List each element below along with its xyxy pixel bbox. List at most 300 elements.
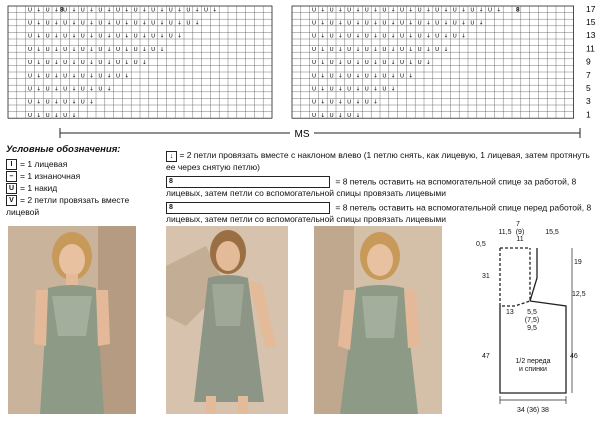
- row-number: 7: [586, 69, 591, 80]
- svg-text:↓: ↓: [71, 86, 77, 93]
- svg-text:↓: ↓: [89, 99, 94, 106]
- lower-left: 47: [482, 353, 490, 360]
- svg-text:↓: ↓: [177, 33, 182, 40]
- svg-text:U: U: [151, 7, 156, 14]
- svg-text:↓: ↓: [373, 7, 378, 14]
- svg-text:U: U: [470, 7, 475, 14]
- svg-text:↓: ↓: [159, 20, 165, 27]
- svg-text:U: U: [347, 73, 352, 80]
- svg-text:↓: ↓: [443, 33, 449, 40]
- svg-text:U: U: [364, 33, 369, 40]
- svg-text:↓: ↓: [338, 7, 343, 14]
- svg-text:↓: ↓: [54, 20, 59, 27]
- svg-text:U: U: [382, 46, 387, 53]
- svg-text:↓: ↓: [71, 46, 77, 53]
- svg-text:U: U: [27, 112, 33, 119]
- svg-text:U: U: [417, 7, 422, 14]
- svg-text:U: U: [133, 33, 138, 40]
- svg-text:U: U: [45, 112, 50, 119]
- model-photo-3: [314, 226, 442, 414]
- svg-text:↓: ↓: [373, 73, 378, 80]
- legend-item-purl: – = 1 изнаночная: [6, 170, 166, 182]
- svg-text:↓: ↓: [89, 60, 94, 67]
- svg-text:U: U: [311, 99, 317, 106]
- svg-text:U: U: [63, 60, 68, 67]
- svg-text:↓: ↓: [338, 33, 343, 40]
- svg-text:↓: ↓: [390, 7, 396, 14]
- svg-text:U: U: [364, 73, 369, 80]
- svg-text:↓: ↓: [338, 73, 343, 80]
- svg-text:U: U: [364, 46, 369, 53]
- legend-title: Условные обозначения:: [6, 144, 121, 155]
- svg-text:U: U: [151, 46, 156, 53]
- svg-text:↓: ↓: [71, 112, 77, 119]
- svg-text:U: U: [399, 73, 405, 80]
- svg-text:U: U: [133, 7, 138, 14]
- garment-schematic: [470, 218, 596, 418]
- svg-text:U: U: [45, 33, 50, 40]
- svg-text:U: U: [98, 20, 103, 27]
- model-photo-2: [166, 226, 288, 414]
- top-width-detail: (9): [515, 229, 525, 236]
- svg-text:U: U: [347, 7, 352, 14]
- right-mid: 12,5: [572, 291, 586, 298]
- svg-text:↓: ↓: [390, 33, 396, 40]
- svg-text:↓: ↓: [355, 46, 361, 53]
- svg-text:↓: ↓: [443, 7, 449, 14]
- svg-text:U: U: [63, 20, 68, 27]
- svg-text:↓: ↓: [177, 20, 182, 27]
- svg-text:U: U: [45, 73, 50, 80]
- svg-text:U: U: [311, 73, 317, 80]
- row-numbers: [586, 4, 596, 120]
- svg-text:U: U: [98, 7, 103, 14]
- svg-text:U: U: [27, 86, 33, 93]
- svg-text:↓: ↓: [36, 112, 42, 119]
- svg-text:↓: ↓: [36, 86, 42, 93]
- svg-text:↓: ↓: [390, 20, 396, 27]
- svg-text:U: U: [417, 60, 422, 67]
- svg-text:↓: ↓: [142, 7, 147, 14]
- svg-text:U: U: [27, 20, 33, 27]
- svg-text:U: U: [311, 46, 317, 53]
- svg-text:U: U: [382, 7, 387, 14]
- row-number: 11: [586, 43, 595, 54]
- armhole-step-2: (7,5): [524, 317, 540, 324]
- svg-text:↓: ↓: [124, 33, 130, 40]
- row-number: 17: [586, 3, 596, 14]
- svg-text:U: U: [27, 46, 33, 53]
- svg-text:U: U: [347, 46, 352, 53]
- cable-count-label: 8: [516, 6, 520, 14]
- svg-text:U: U: [382, 33, 387, 40]
- svg-text:↓: ↓: [124, 7, 130, 14]
- svg-text:↓: ↓: [338, 60, 343, 67]
- piece-label-2: и спинки: [519, 366, 547, 373]
- svg-text:↓: ↓: [390, 46, 396, 53]
- svg-text:U: U: [311, 86, 317, 93]
- svg-text:U: U: [186, 7, 191, 14]
- legend-item-k2tog-cont: лицевой: [6, 207, 40, 217]
- svg-text:U: U: [452, 7, 457, 14]
- svg-text:U: U: [329, 86, 334, 93]
- cable-front-symbol: 8: [166, 202, 330, 214]
- svg-text:↓: ↓: [36, 46, 42, 53]
- svg-text:↓: ↓: [373, 20, 378, 27]
- legend-item-cable-front: 8 = 8 петель оставить на вспомогательной спице перед работой, 8 лицевых, затем петли со вспомогательной спицы провязать лицевыми: [166, 202, 592, 224]
- svg-text:↓: ↓: [106, 86, 112, 93]
- svg-text:↓: ↓: [71, 33, 77, 40]
- svg-text:↓: ↓: [36, 20, 42, 27]
- svg-text:U: U: [98, 73, 103, 80]
- svg-text:U: U: [27, 99, 33, 106]
- svg-text:↓: ↓: [373, 46, 378, 53]
- svg-text:U: U: [80, 60, 85, 67]
- svg-text:U: U: [364, 86, 369, 93]
- svg-text:U: U: [435, 7, 440, 14]
- svg-text:U: U: [80, 86, 85, 93]
- svg-text:↓: ↓: [106, 20, 112, 27]
- svg-text:U: U: [27, 73, 33, 80]
- svg-text:U: U: [329, 20, 334, 27]
- row-number: 5: [586, 83, 591, 93]
- svg-text:↓: ↓: [106, 60, 112, 67]
- svg-text:U: U: [115, 20, 121, 27]
- svg-text:↓: ↓: [54, 99, 59, 106]
- svg-text:↓: ↓: [89, 73, 94, 80]
- svg-text:↓: ↓: [355, 7, 361, 14]
- svg-text:↓: ↓: [36, 7, 42, 14]
- armhole-inset: 13: [506, 309, 514, 316]
- svg-text:U: U: [487, 7, 493, 14]
- svg-text:U: U: [329, 7, 334, 14]
- svg-text:↓: ↓: [124, 20, 130, 27]
- svg-text:U: U: [45, 99, 50, 106]
- svg-text:↓: ↓: [443, 46, 449, 53]
- svg-text:↓: ↓: [106, 46, 112, 53]
- svg-text:↓: ↓: [408, 33, 414, 40]
- svg-text:U: U: [45, 46, 50, 53]
- svg-text:↓: ↓: [36, 33, 42, 40]
- svg-text:↓: ↓: [338, 46, 343, 53]
- svg-text:↓: ↓: [177, 7, 182, 14]
- svg-text:↓: ↓: [212, 7, 218, 14]
- svg-text:↓: ↓: [461, 20, 466, 27]
- svg-text:U: U: [115, 7, 121, 14]
- svg-text:↓: ↓: [142, 60, 147, 67]
- svg-text:↓: ↓: [54, 86, 59, 93]
- svg-text:↓: ↓: [106, 7, 112, 14]
- svg-text:↓: ↓: [390, 60, 396, 67]
- svg-text:U: U: [80, 33, 85, 40]
- svg-text:↓: ↓: [89, 20, 94, 27]
- piece-label-1: 1/2 переда: [515, 358, 551, 365]
- cable-back-symbol: 8: [166, 176, 330, 188]
- legend-item-knit: I = 1 лицевая: [6, 158, 166, 170]
- svg-text:↓: ↓: [89, 86, 94, 93]
- svg-text:↓: ↓: [373, 99, 378, 106]
- svg-text:↓: ↓: [320, 60, 326, 67]
- svg-text:U: U: [45, 86, 50, 93]
- row-number: 13: [586, 30, 596, 41]
- svg-text:U: U: [417, 20, 422, 27]
- svg-text:U: U: [98, 46, 103, 53]
- svg-text:↓: ↓: [338, 86, 343, 93]
- shoulder-left: 11,5: [498, 229, 512, 236]
- top-width: 7: [516, 221, 520, 228]
- repeat-label: MS: [294, 129, 310, 140]
- svg-text:↓: ↓: [338, 112, 343, 119]
- svg-text:↓: ↓: [355, 99, 361, 106]
- svg-text:↓: ↓: [408, 46, 414, 53]
- svg-text:↓: ↓: [194, 7, 200, 14]
- legend-item-yarn-over: U = 1 накид: [6, 182, 166, 194]
- svg-text:↓: ↓: [71, 99, 77, 106]
- svg-text:U: U: [98, 86, 103, 93]
- svg-text:U: U: [80, 73, 85, 80]
- svg-text:U: U: [329, 46, 334, 53]
- svg-text:↓: ↓: [54, 7, 59, 14]
- svg-text:U: U: [364, 20, 369, 27]
- svg-text:U: U: [151, 33, 156, 40]
- svg-text:U: U: [311, 60, 317, 67]
- svg-text:↓: ↓: [124, 60, 130, 67]
- svg-text:↓: ↓: [355, 60, 361, 67]
- svg-text:↓: ↓: [426, 7, 431, 14]
- svg-text:U: U: [63, 112, 68, 119]
- svg-text:U: U: [364, 7, 369, 14]
- svg-text:U: U: [452, 20, 457, 27]
- svg-text:U: U: [80, 20, 85, 27]
- svg-text:↓: ↓: [320, 46, 326, 53]
- legend-item-k2tog: V = 2 петли провязать вместе: [6, 194, 166, 206]
- svg-text:U: U: [45, 60, 50, 67]
- legend-item-cable-back: 8 = 8 петель оставить на вспомогательной спице за работой, 8 лицевых, затем петли со вспомогательной спицы провязать лицевыми: [166, 176, 577, 198]
- svg-text:↓: ↓: [54, 33, 59, 40]
- legend-item-ssk: ↓ = 2 петли провязать вместе с наклоном влево (1 петлю снять, как лицевую, 1 лицевая, затем протянуть ее через снятую петлю): [166, 150, 590, 172]
- svg-text:↓: ↓: [89, 7, 94, 14]
- row-number: 1: [586, 109, 591, 120]
- svg-text:U: U: [63, 86, 68, 93]
- svg-text:↓: ↓: [355, 20, 361, 27]
- svg-text:U: U: [452, 33, 457, 40]
- svg-text:U: U: [115, 60, 121, 67]
- svg-text:↓: ↓: [426, 60, 431, 67]
- row-number: 3: [586, 96, 591, 107]
- svg-text:↓: ↓: [89, 46, 94, 53]
- purl-symbol: –: [6, 171, 17, 182]
- svg-text:U: U: [329, 33, 334, 40]
- svg-text:↓: ↓: [36, 73, 42, 80]
- svg-text:↓: ↓: [320, 112, 326, 119]
- svg-text:U: U: [186, 20, 191, 27]
- svg-text:↓: ↓: [54, 60, 59, 67]
- svg-text:↓: ↓: [408, 20, 414, 27]
- svg-text:U: U: [382, 73, 387, 80]
- armhole-height: 31: [482, 273, 490, 280]
- svg-text:U: U: [133, 46, 138, 53]
- svg-text:↓: ↓: [426, 33, 431, 40]
- svg-text:↓: ↓: [159, 46, 165, 53]
- svg-text:U: U: [347, 60, 352, 67]
- svg-text:↓: ↓: [461, 33, 466, 40]
- armhole-step-3: 9,5: [527, 325, 537, 332]
- svg-text:↓: ↓: [142, 20, 147, 27]
- svg-text:U: U: [311, 7, 317, 14]
- svg-text:↓: ↓: [355, 86, 361, 93]
- svg-text:↓: ↓: [320, 86, 326, 93]
- svg-text:U: U: [311, 20, 317, 27]
- svg-text:↓: ↓: [373, 33, 378, 40]
- svg-text:↓: ↓: [54, 112, 59, 119]
- chart-grid-left: [8, 6, 272, 119]
- svg-text:↓: ↓: [478, 7, 484, 14]
- svg-text:U: U: [133, 20, 138, 27]
- svg-text:U: U: [27, 60, 33, 67]
- yarn-over-symbol: U: [6, 183, 17, 194]
- svg-text:U: U: [347, 112, 352, 119]
- svg-text:U: U: [98, 33, 103, 40]
- svg-text:↓: ↓: [408, 60, 414, 67]
- svg-text:U: U: [115, 46, 121, 53]
- svg-text:↓: ↓: [426, 46, 431, 53]
- legend-left: [6, 144, 166, 218]
- svg-text:U: U: [364, 99, 369, 106]
- svg-text:U: U: [399, 60, 405, 67]
- svg-text:U: U: [98, 60, 103, 67]
- ssk-symbol: ↓: [166, 151, 177, 162]
- knit-symbol: I: [6, 159, 17, 170]
- svg-text:↓: ↓: [461, 7, 466, 14]
- svg-text:U: U: [417, 46, 422, 53]
- svg-text:U: U: [417, 33, 422, 40]
- svg-text:↓: ↓: [142, 46, 147, 53]
- svg-text:↓: ↓: [355, 33, 361, 40]
- svg-text:U: U: [311, 33, 317, 40]
- svg-text:↓: ↓: [106, 33, 112, 40]
- shoulder-right: 15,5: [545, 229, 559, 236]
- svg-text:U: U: [311, 112, 317, 119]
- svg-text:U: U: [382, 20, 387, 27]
- svg-text:U: U: [63, 33, 68, 40]
- svg-text:↓: ↓: [443, 20, 449, 27]
- svg-text:↓: ↓: [338, 20, 343, 27]
- svg-text:U: U: [399, 33, 405, 40]
- row-number: 9: [586, 56, 591, 67]
- svg-text:↓: ↓: [36, 99, 42, 106]
- svg-text:↓: ↓: [338, 99, 343, 106]
- svg-text:U: U: [399, 20, 405, 27]
- svg-text:U: U: [364, 60, 369, 67]
- svg-text:↓: ↓: [71, 60, 77, 67]
- svg-text:↓: ↓: [373, 86, 378, 93]
- svg-text:U: U: [63, 73, 68, 80]
- svg-text:U: U: [133, 60, 138, 67]
- right-top: 19: [574, 259, 582, 266]
- svg-text:U: U: [347, 33, 352, 40]
- svg-text:U: U: [151, 20, 156, 27]
- svg-text:↓: ↓: [71, 73, 77, 80]
- svg-text:↓: ↓: [320, 20, 326, 27]
- svg-text:U: U: [435, 20, 440, 27]
- neck-drop: 0,5: [476, 241, 486, 248]
- svg-text:↓: ↓: [194, 20, 200, 27]
- svg-text:U: U: [329, 73, 334, 80]
- chart-grid-right: [292, 6, 574, 119]
- svg-text:↓: ↓: [478, 20, 484, 27]
- svg-text:↓: ↓: [408, 7, 414, 14]
- svg-text:↓: ↓: [54, 46, 59, 53]
- row-number: 15: [586, 17, 596, 27]
- svg-text:↓: ↓: [408, 73, 414, 80]
- svg-text:U: U: [27, 33, 33, 40]
- svg-text:U: U: [347, 99, 352, 106]
- svg-text:↓: ↓: [373, 60, 378, 67]
- cable-count-label: 8: [60, 6, 64, 14]
- svg-text:↓: ↓: [496, 7, 502, 14]
- svg-text:↓: ↓: [390, 86, 396, 93]
- svg-text:U: U: [168, 20, 173, 27]
- bottom-width: 34 (36) 38: [517, 407, 549, 414]
- lower-right: 46: [570, 353, 578, 360]
- svg-text:U: U: [63, 46, 68, 53]
- svg-text:↓: ↓: [36, 60, 42, 67]
- svg-text:↓: ↓: [124, 73, 130, 80]
- svg-text:↓: ↓: [71, 7, 77, 14]
- svg-text:↓: ↓: [426, 20, 431, 27]
- svg-text:↓: ↓: [159, 7, 165, 14]
- svg-text:U: U: [347, 20, 352, 27]
- svg-text:↓: ↓: [71, 20, 77, 27]
- svg-text:U: U: [80, 99, 85, 106]
- top-width-detail2: 11: [516, 236, 524, 243]
- knitting-chart: [0, 0, 600, 142]
- svg-text:↓: ↓: [106, 73, 112, 80]
- svg-text:U: U: [115, 73, 121, 80]
- svg-text:U: U: [470, 20, 475, 27]
- svg-text:↓: ↓: [355, 112, 361, 119]
- k2tog-symbol: V: [6, 195, 17, 206]
- svg-text:U: U: [435, 46, 440, 53]
- model-photo-1: [8, 226, 136, 414]
- svg-text:U: U: [63, 99, 68, 106]
- svg-text:↓: ↓: [390, 73, 396, 80]
- svg-text:↓: ↓: [159, 33, 165, 40]
- svg-text:U: U: [168, 33, 173, 40]
- svg-text:U: U: [80, 7, 85, 14]
- svg-text:U: U: [329, 60, 334, 67]
- svg-text:↓: ↓: [89, 33, 94, 40]
- svg-text:U: U: [203, 7, 209, 14]
- svg-text:U: U: [435, 33, 440, 40]
- svg-text:↓: ↓: [320, 99, 326, 106]
- svg-text:↓: ↓: [320, 7, 326, 14]
- svg-text:↓: ↓: [355, 73, 361, 80]
- svg-text:↓: ↓: [54, 73, 59, 80]
- svg-text:U: U: [45, 7, 50, 14]
- armhole-step-1: 5,5: [527, 309, 537, 316]
- svg-text:U: U: [45, 20, 50, 27]
- svg-text:U: U: [27, 7, 33, 14]
- svg-text:↓: ↓: [124, 46, 130, 53]
- svg-text:U: U: [382, 60, 387, 67]
- legend-right: [166, 150, 596, 228]
- svg-text:U: U: [63, 7, 68, 14]
- svg-text:U: U: [168, 7, 173, 14]
- svg-text:↓: ↓: [320, 73, 326, 80]
- svg-text:↓: ↓: [320, 33, 326, 40]
- svg-text:U: U: [329, 99, 334, 106]
